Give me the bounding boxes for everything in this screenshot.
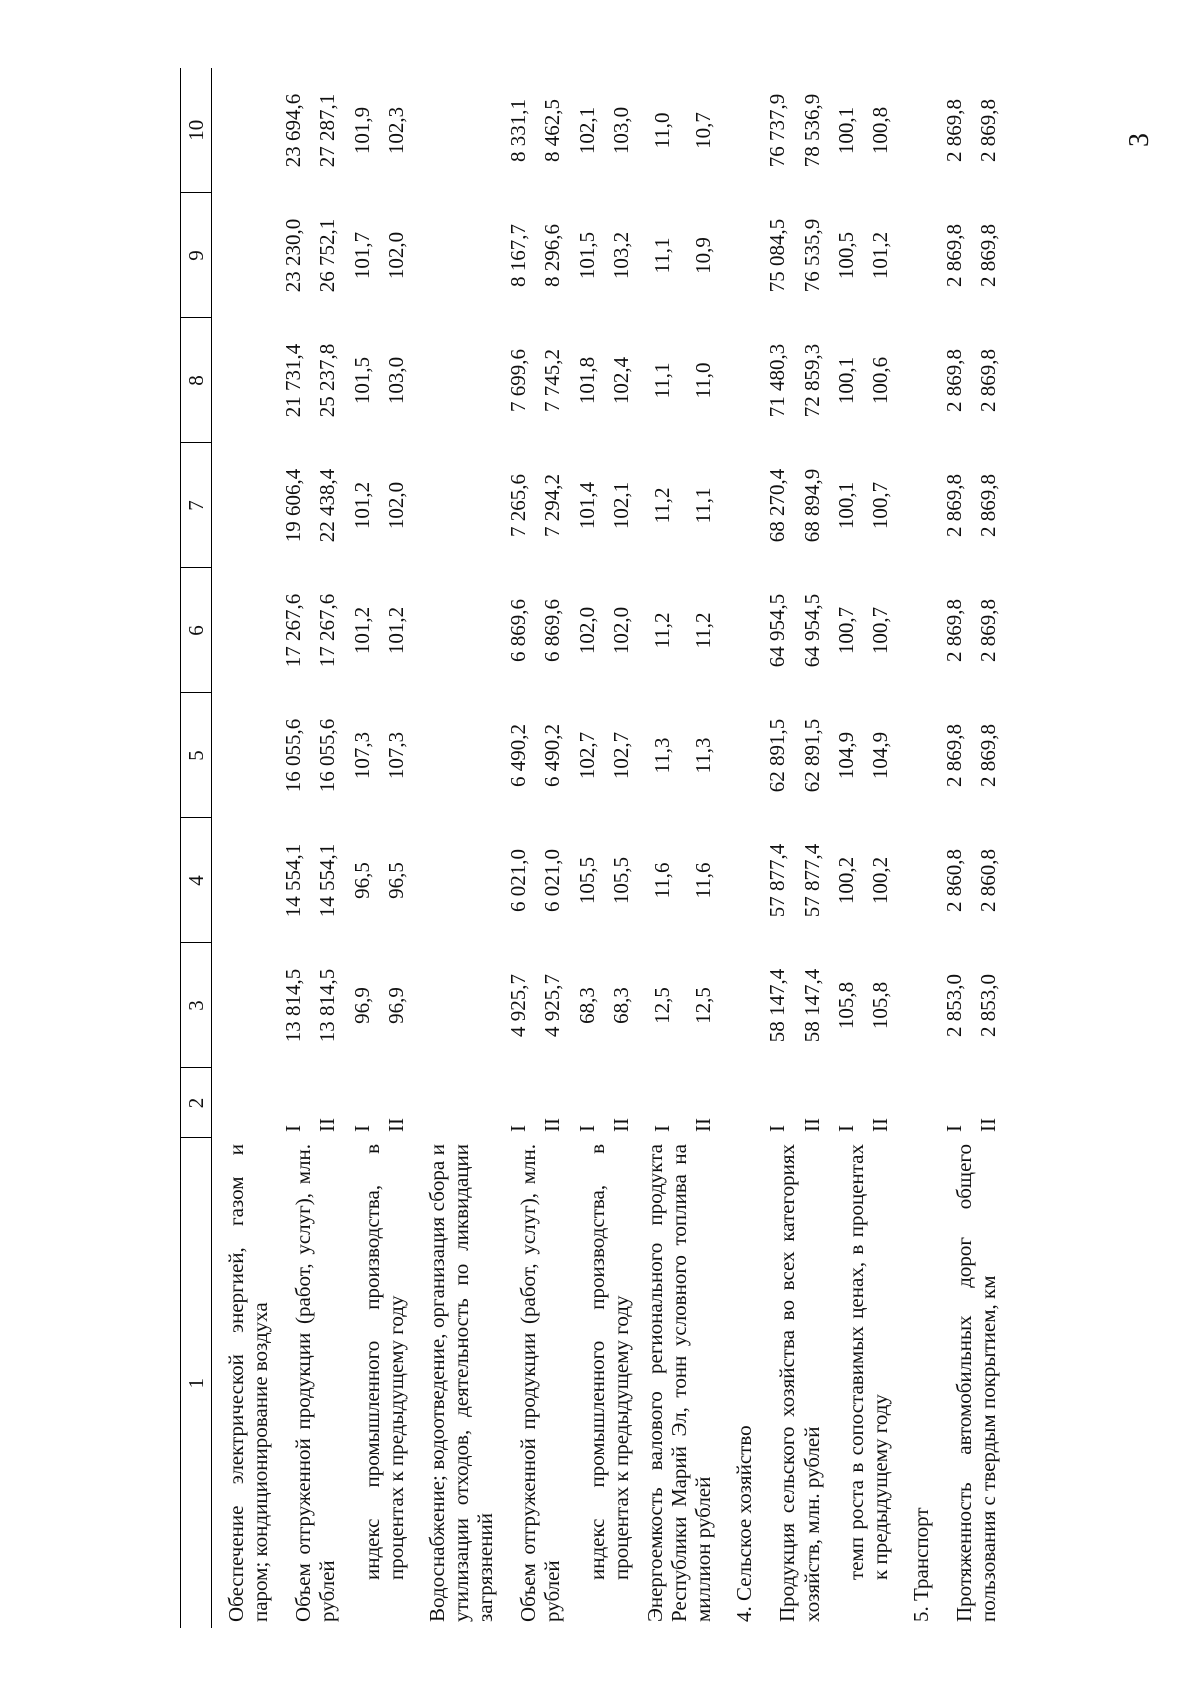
indicator-name: индекс промышленного производства, в процентах к предыдущему году [359,1144,408,1580]
value-cell: 8 167,7 [506,224,531,287]
indicator-name: Продукция сельского хозяйства во всех категориях хозяйств, млн. рублей [775,1144,824,1622]
value-cell: 103,0 [383,356,408,405]
value-cell: 57 877,4 [799,843,824,918]
section-heading: 4. Сельское хозяйство [732,1425,757,1622]
value-cell: 11,3 [649,737,674,774]
column-header: 8 [181,318,212,443]
value-cell: 102,1 [574,106,599,155]
value-cell: 68 894,9 [799,468,824,543]
value-cell: 14 554,1 [315,843,340,918]
column-header: 1 [181,1138,212,1628]
value-cell: 103,0 [608,106,633,155]
value-cell: 104,9 [867,731,892,780]
value-cell: 2 869,8 [976,599,1001,662]
value-cell: 4 925,7 [506,974,531,1037]
value-cell: 68 270,4 [765,468,790,543]
page-number: 3 [1124,133,1155,147]
value-cell: 100,8 [867,106,892,155]
value-cell: 96,5 [349,862,374,899]
value-cell: 104,9 [833,731,858,780]
value-cell: 102,1 [608,481,633,530]
value-cell: 11,1 [691,487,716,524]
value-cell: 2 869,8 [976,224,1001,287]
value-cell: 16 055,6 [315,718,340,793]
value-cell: 26 752,1 [315,218,340,293]
value-cell: 2 869,8 [976,349,1001,412]
value-cell: 64 954,5 [799,593,824,668]
value-cell: 11,6 [691,862,716,899]
value-cell: 101,2 [383,606,408,655]
value-cell: 96,9 [383,987,408,1024]
value-cell: 76 535,9 [799,218,824,293]
value-cell: 102,0 [383,481,408,530]
section-row [413,68,501,1628]
table-header-row [181,68,212,1628]
value-cell: 101,8 [574,356,599,405]
variant-label: II [608,1118,633,1132]
value-cell: 6 490,2 [506,724,531,787]
column-header: 4 [181,818,212,943]
indicators-table [180,68,1005,1628]
value-cell: 2 869,8 [942,724,967,787]
value-cell: 2 869,8 [976,724,1001,787]
value-cell: 71 480,3 [765,343,790,418]
value-cell: 7 699,6 [506,349,531,412]
value-cell: 11,2 [691,612,716,649]
value-cell: 105,5 [608,856,633,905]
indicator-name: Объем отгруженной продукции (работ, услуг), млн. рублей [291,1144,340,1622]
variant-label: II [383,1118,408,1132]
table-body [212,68,1006,1628]
variant-label: I [833,1125,858,1132]
value-cell: 58 147,4 [765,968,790,1043]
value-cell: 100,6 [867,356,892,405]
table-row [937,68,971,1628]
column-header: 6 [181,568,212,693]
table-row [638,68,679,1628]
value-cell: 62 891,5 [765,718,790,793]
value-cell: 11,0 [649,112,674,149]
value-cell: 102,0 [383,231,408,280]
value-cell: 107,3 [349,731,374,780]
table-row [276,68,310,1628]
value-cell: 11,2 [649,612,674,649]
rotated-table-container [180,68,1020,1628]
value-cell: 8 331,1 [506,99,531,162]
variant-label: I [765,1125,790,1132]
value-cell: 62 891,5 [799,718,824,793]
value-cell: 2 869,8 [976,99,1001,162]
value-cell: 2 853,0 [976,974,1001,1037]
section-heading: Водоснабжение; водоотведение, организация сбора и утилизации отходов, деятельность по ликвидации загрязнений [424,1144,498,1622]
value-cell: 11,1 [649,362,674,399]
value-cell: 102,0 [608,606,633,655]
value-cell: 11,3 [691,737,716,774]
variant-label: I [506,1125,531,1132]
value-cell: 101,9 [349,106,374,155]
value-cell: 101,2 [349,481,374,530]
column-header: 5 [181,693,212,818]
variant-label: I [281,1125,306,1132]
value-cell: 78 536,9 [799,93,824,168]
value-cell: 21 731,4 [281,343,306,418]
value-cell: 8 296,6 [540,224,565,287]
value-cell: 102,0 [574,606,599,655]
value-cell: 12,5 [649,987,674,1024]
value-cell: 4 925,7 [540,974,565,1037]
value-cell: 101,5 [349,356,374,405]
column-header: 2 [181,1068,212,1138]
value-cell: 100,2 [867,856,892,905]
variant-label: II [540,1118,565,1132]
indicator-name: Энергоемкость валового регионального продукта Республики Марий Эл, тонн условного топлива на миллион рублей [642,1144,716,1622]
value-cell: 16 055,6 [281,718,306,793]
value-cell: 100,7 [867,481,892,530]
section-heading: 5. Транспорт [908,1507,933,1622]
indicator-name: Протяженность автомобильных дорог общего пользования с твердым покрытием, км [952,1144,1001,1622]
value-cell: 101,4 [574,481,599,530]
value-cell: 7 265,6 [506,474,531,537]
table-row [501,68,535,1628]
value-cell: 68,3 [574,987,599,1024]
value-cell: 6 021,0 [506,849,531,912]
value-cell: 14 554,1 [281,843,306,918]
variant-label: II [976,1118,1001,1132]
value-cell: 13 814,5 [315,968,340,1043]
value-cell: 27 287,1 [315,93,340,168]
value-cell: 11,0 [691,362,716,399]
value-cell: 23 230,0 [281,218,306,293]
section-row [897,68,937,1628]
value-cell: 102,7 [608,731,633,780]
column-header: 3 [181,943,212,1068]
value-cell: 23 694,6 [281,93,306,168]
value-cell: 6 021,0 [540,849,565,912]
value-cell: 76 737,9 [765,93,790,168]
value-cell: 10,9 [691,237,716,274]
section-heading: Обеспечение электрической энергией, газом и паром; кондиционирование воздуха [224,1144,273,1622]
value-cell: 72 859,3 [799,343,824,418]
value-cell: 13 814,5 [281,968,306,1043]
value-cell: 100,2 [833,856,858,905]
value-cell: 105,5 [574,856,599,905]
value-cell: 17 267,6 [315,593,340,668]
indicator-name: индекс промышленного производства, в процентах к предыдущему году [584,1144,633,1580]
value-cell: 10,7 [691,112,716,149]
value-cell: 107,3 [383,731,408,780]
section-row [212,68,277,1628]
value-cell: 57 877,4 [765,843,790,918]
value-cell: 100,1 [833,106,858,155]
column-header: 7 [181,443,212,568]
variant-label: I [574,1125,599,1132]
value-cell: 17 267,6 [281,593,306,668]
variant-label: I [942,1125,967,1132]
variant-label: I [349,1125,374,1132]
value-cell: 100,7 [867,606,892,655]
value-cell: 102,7 [574,731,599,780]
indicator-name: Объем отгруженной продукции (работ, услуг), млн. рублей [516,1144,565,1622]
value-cell: 100,1 [833,481,858,530]
value-cell: 101,5 [574,231,599,280]
value-cell: 75 084,5 [765,218,790,293]
value-cell: 101,2 [349,606,374,655]
value-cell: 101,2 [867,231,892,280]
value-cell: 2 860,8 [976,849,1001,912]
value-cell: 105,8 [867,981,892,1030]
table-row [345,68,379,1628]
value-cell: 11,1 [649,237,674,274]
value-cell: 64 954,5 [765,593,790,668]
value-cell: 11,2 [649,487,674,524]
value-cell: 25 237,8 [315,343,340,418]
value-cell: 11,6 [649,862,674,899]
value-cell: 102,4 [608,356,633,405]
table-row [829,68,863,1628]
value-cell: 2 869,8 [942,599,967,662]
value-cell: 105,8 [833,981,858,1030]
value-cell: 2 869,8 [942,349,967,412]
value-cell: 7 294,2 [540,474,565,537]
variant-label: II [867,1118,892,1132]
value-cell: 100,7 [833,606,858,655]
value-cell: 100,5 [833,231,858,280]
table-row [570,68,604,1628]
value-cell: 6 869,6 [506,599,531,662]
value-cell: 2 869,8 [942,224,967,287]
column-header: 10 [181,68,212,193]
value-cell: 22 438,4 [315,468,340,543]
value-cell: 58 147,4 [799,968,824,1043]
value-cell: 2 860,8 [942,849,967,912]
value-cell: 103,2 [608,231,633,280]
value-cell: 19 606,4 [281,468,306,543]
variant-label: II [315,1118,340,1132]
value-cell: 2 869,8 [942,474,967,537]
value-cell: 96,5 [383,862,408,899]
value-cell: 96,9 [349,987,374,1024]
value-cell: 101,7 [349,231,374,280]
value-cell: 68,3 [608,987,633,1024]
variant-label: II [799,1118,824,1132]
indicator-name: темп роста в сопоставимых ценах, в процентах к предыдущему году [843,1144,892,1580]
value-cell: 2 869,8 [942,99,967,162]
value-cell: 2 853,0 [942,974,967,1037]
variant-label: I [649,1125,674,1132]
table-row [760,68,794,1628]
section-row [720,68,760,1628]
value-cell: 6 490,2 [540,724,565,787]
value-cell: 102,3 [383,106,408,155]
value-cell: 2 869,8 [976,474,1001,537]
value-cell: 100,1 [833,356,858,405]
value-cell: 7 745,2 [540,349,565,412]
value-cell: 12,5 [691,987,716,1024]
variant-label: II [691,1118,716,1132]
value-cell: 8 462,5 [540,99,565,162]
value-cell: 6 869,6 [540,599,565,662]
column-header: 9 [181,193,212,318]
